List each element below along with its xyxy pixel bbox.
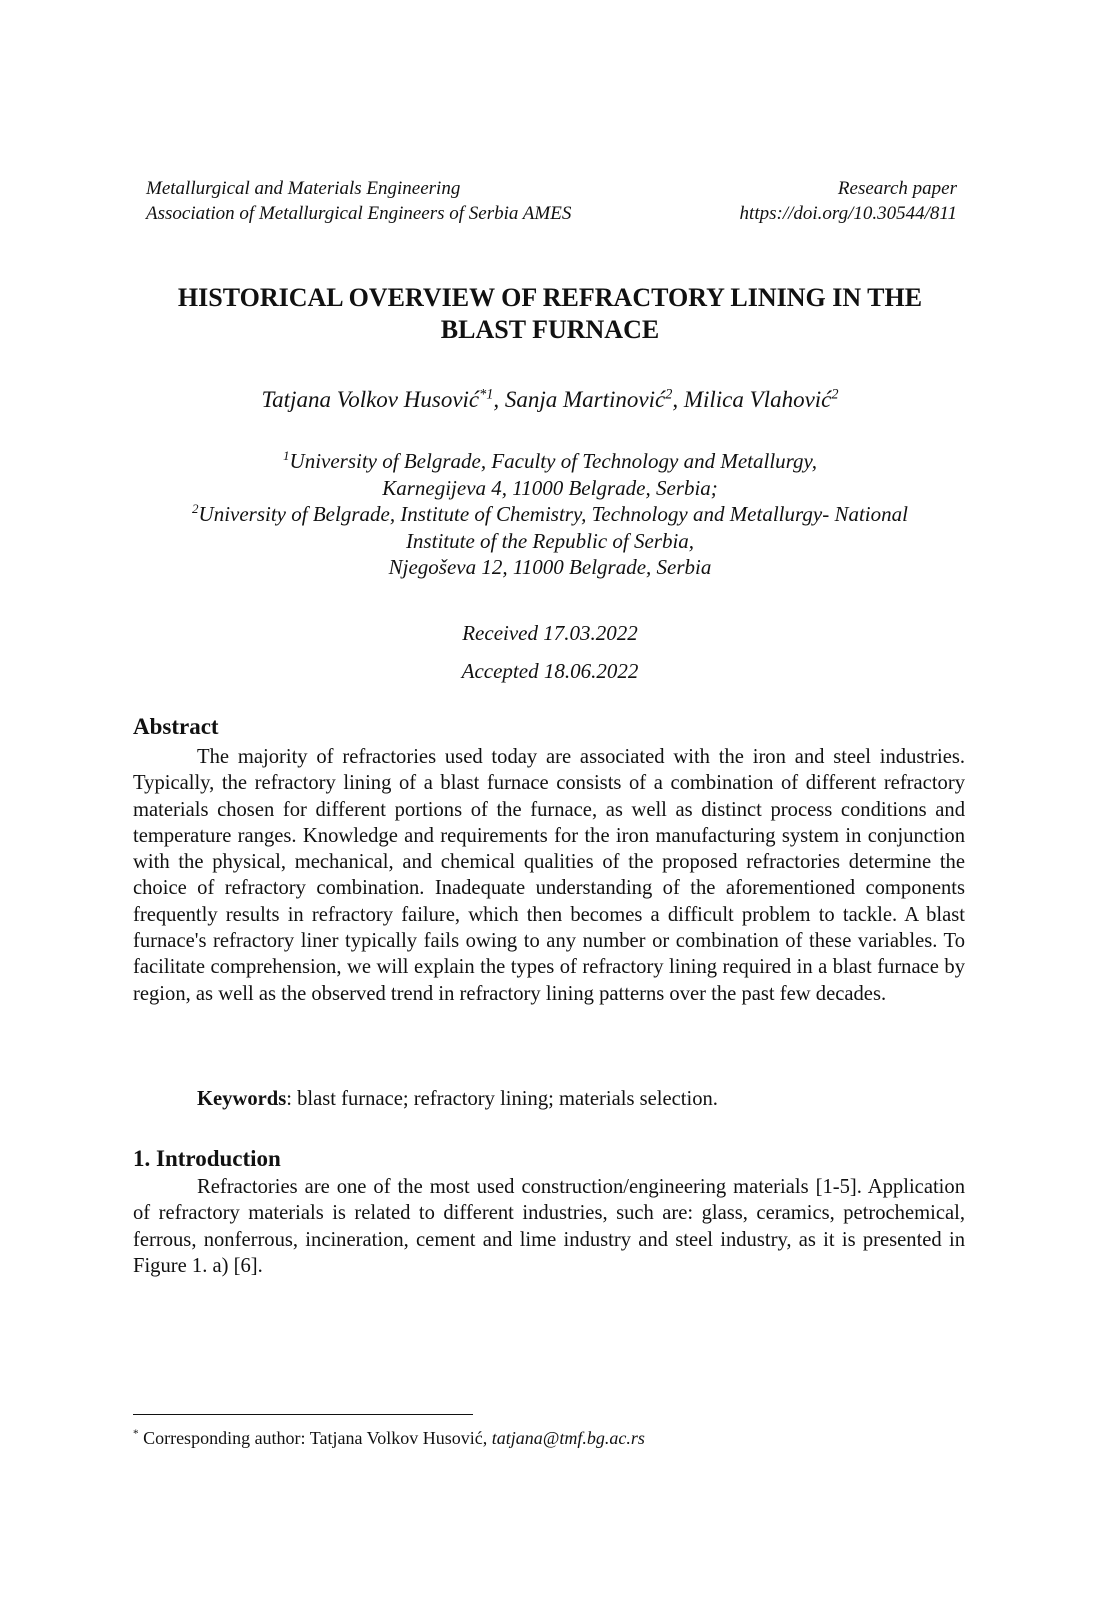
footnote [133,1426,645,1450]
keywords-label: Keywords [197,1088,287,1110]
keywords-text: : blast furnace; refractory lining; materials selection. [286,1088,718,1110]
affiliations [120,448,980,581]
abstract-heading: Abstract [133,714,219,739]
author-separator: , [672,387,684,412]
affiliation-1-line-2: Karnegijeva 4, 11000 Belgrade, Serbia; [382,475,718,500]
abstract-text: The majority of refractories used today are associated with the iron and steel industries. Typically, the refractory lining of a blast furnace consists of a combination of different refractory materials chosen for different portions of the furnace, as well as distinct process conditions and temperature ranges. Knowledge and requirements for the iron manufacturing system in conjunction with the physical, mechanical, and chemical qualities of the proposed refractories determine the choice of refractory combination. Inadequate understanding of the aforementioned components frequently results in refractory failure, which then becomes a difficult problem to tackle. A blast furnace's refractory liner typically fails owing to any number or combination of these variables. To facilitate comprehension, we will explain the types of refractory lining required in a blast furnace by region, as well as the observed trend in refractory lining patterns over the past few decades. [133,746,965,1005]
affiliation-2-line-2: Institute of the Republic of Serbia, [405,528,695,553]
affiliation-2-line-1 [120,501,980,528]
author-list [120,386,980,414]
keywords [197,1086,718,1112]
affiliation-2-marker: 2 [192,501,199,516]
introduction-heading: 1. Introduction [133,1146,281,1171]
affiliation-1-line-1 [120,448,980,475]
corresponding-email-link[interactable]: tatjana@tmf.bg.ac.rs [491,1428,645,1448]
paper-dates [120,619,980,695]
received-date: Received 17.03.2022 [462,621,638,645]
author-2-affil-marker: 2 [665,386,673,403]
doi-link[interactable]: https://doi.org/10.30544/811 [739,203,957,224]
association-name: Association of Metallurgical Engineers of Serbia AMES [146,203,572,224]
accepted-date: Accepted 18.06.2022 [461,659,639,683]
paper-type: Research paper [837,178,957,199]
footnote-divider [133,1414,473,1415]
journal-header-left [146,176,571,226]
paper-title [120,282,980,346]
author-1-affil-marker: *1 [479,386,494,403]
journal-name: Metallurgical and Materials Engineering [146,178,461,199]
introduction-text: Refractories are one of the most used construction/engineering materials [1-5]. Application of refractory materials is related to different industries, such are: glass, ceramics, petrochemical, ferrous, nonferrous, incineration, cement and lime industry and steel industry, as it is presented in Figure 1. a) [6]. [133,1176,965,1277]
author-3-affil-marker: 2 [831,386,839,403]
author-1: Tatjana Volkov Husović [261,387,480,412]
affiliation-1-marker: 1 [283,448,290,463]
affiliation-1-text: University of Belgrade, Faculty of Technology and Metallurgy, [289,449,817,473]
footnote-text: Corresponding author: Tatjana Volkov Husović, [138,1428,492,1448]
journal-header-right [740,176,957,226]
title-line-2: BLAST FURNACE [440,315,660,344]
author-3: Milica Vlahović [683,387,832,412]
footnote-marker: * [133,1428,139,1440]
affiliation-2-text: University of Belgrade, Institute of Chemistry, Technology and Metallurgy- National [198,502,908,526]
author-2: Sanja Martinović [504,387,666,412]
author-separator: , [493,387,505,412]
title-line-1: HISTORICAL OVERVIEW OF REFRACTORY LINING IN THE [177,283,923,312]
affiliation-2-line-3: Njegoševa 12, 11000 Belgrade, Serbia [388,555,712,579]
